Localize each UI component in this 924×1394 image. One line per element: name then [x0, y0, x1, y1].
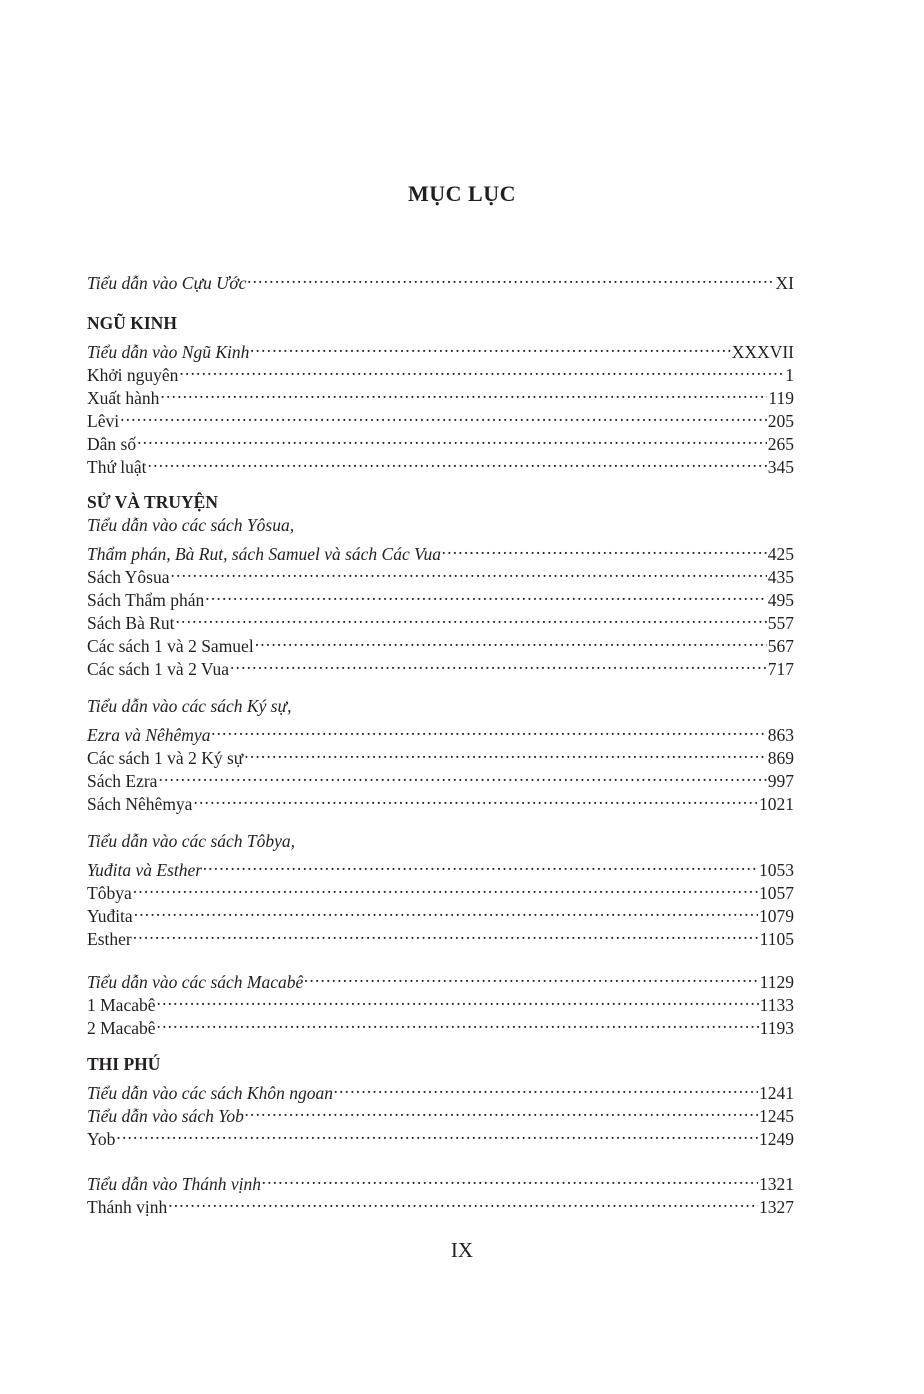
dot-leader: [203, 853, 758, 876]
toc-entry-page: 1021: [759, 794, 794, 814]
dot-leader: [250, 335, 730, 358]
toc-entry-label: Tiểu dẫn vào sách Yob: [87, 1106, 244, 1126]
toc-entry[interactable]: [87, 606, 794, 633]
toc-entry-page: 345: [767, 457, 794, 477]
dot-leader: [442, 537, 767, 560]
toc-entry-page: 425: [767, 544, 794, 564]
toc-entry[interactable]: [87, 1099, 794, 1126]
toc-entry[interactable]: [87, 652, 794, 679]
toc-entry-label: Khởi nguyên: [87, 365, 179, 385]
dot-leader: [179, 358, 784, 381]
toc-entry-page: 567: [767, 636, 794, 656]
toc-entry-page: 869: [767, 748, 794, 768]
toc-entry[interactable]: [87, 965, 794, 992]
dot-leader: [230, 652, 767, 675]
toc-entry-label: Tiểu dẫn vào các sách Khôn ngoan: [87, 1083, 333, 1103]
toc-entry-label: Các sách 1 và 2 Samuel: [87, 636, 254, 656]
toc-entry-page: 205: [767, 411, 794, 431]
toc-entry-page: 1327: [759, 1197, 794, 1217]
section-heading-thi-phu: THI PHÚ: [87, 1054, 161, 1074]
dot-leader: [157, 1011, 759, 1034]
toc-entry-label: Tiểu dẫn vào các sách Macabê: [87, 972, 304, 992]
toc-entry[interactable]: [87, 427, 794, 454]
toc-entry[interactable]: [87, 899, 794, 926]
dot-leader: [134, 899, 758, 922]
toc-entry[interactable]: [87, 1011, 794, 1038]
toc-entry-page: 1321: [759, 1174, 794, 1194]
toc-entry[interactable]: [87, 381, 794, 408]
toc-entry-page: 1133: [759, 995, 794, 1015]
toc-entry-label: Yuđita: [87, 906, 133, 926]
dot-leader: [170, 560, 766, 583]
dot-leader: [137, 427, 767, 450]
toc-entry-label: Tiểu dẫn vào Ngũ Kinh: [87, 342, 250, 362]
toc-entry-label: Yob: [87, 1129, 116, 1149]
dot-leader: [211, 718, 766, 741]
toc-entry-label: Thánh vịnh: [87, 1197, 168, 1217]
toc-entry-label: Sách Bà Rut: [87, 613, 175, 633]
toc-entry-page: 1: [785, 365, 794, 385]
toc-entry[interactable]: [87, 1167, 794, 1194]
toc-entry-label: 1 Macabê: [87, 995, 156, 1015]
toc-entry-page: 1079: [759, 906, 794, 926]
toc-entry[interactable]: [87, 1076, 794, 1103]
toc-entry[interactable]: [87, 1122, 794, 1149]
page-title: MỤC LỤC: [408, 181, 516, 206]
toc-entry-page: 1053: [759, 860, 794, 880]
toc-intro-line: Tiểu dẫn vào các sách Yôsua,: [87, 515, 295, 535]
toc-entry[interactable]: [87, 583, 794, 610]
toc-entry[interactable]: [87, 853, 794, 880]
toc-entry-page: 265: [767, 434, 794, 454]
toc-entry-label: Sách Thẩm phán: [87, 590, 205, 610]
toc-entry-label: Yuđita và Esther: [87, 860, 203, 880]
toc-entry-label: Xuất hành: [87, 388, 160, 408]
toc-entry-page: 863: [767, 725, 794, 745]
toc-entry-label: Dân số: [87, 434, 137, 454]
page-number: IX: [450, 1238, 474, 1262]
toc-entry-label: Các sách 1 và 2 Vua: [87, 659, 229, 679]
dot-leader: [334, 1076, 758, 1099]
toc-entry-page: 1105: [759, 929, 794, 949]
toc-entry-page: 1129: [759, 972, 794, 992]
toc-entry-page: 119: [768, 388, 794, 408]
toc-intro-line: Tiểu dẫn vào các sách Ký sự,: [87, 696, 292, 716]
dot-leader: [255, 629, 767, 652]
toc-entry-label: Thứ luật: [87, 457, 147, 477]
dot-leader: [193, 787, 758, 810]
toc-entry[interactable]: [87, 922, 794, 949]
toc-entry-label: Tôbya: [87, 883, 132, 903]
dot-leader: [157, 988, 759, 1011]
toc-entry[interactable]: [87, 1190, 794, 1217]
toc-entry-page: 495: [767, 590, 794, 610]
toc-entry[interactable]: [87, 988, 794, 1015]
toc-entry-page: 1193: [759, 1018, 794, 1038]
toc-entry-page: 435: [767, 567, 794, 587]
toc-entry-label: Thẩm phán, Bà Rut, sách Samuel và sách Các Vua: [87, 544, 442, 564]
toc-entry-page: 997: [767, 771, 794, 791]
toc-intro-line: Tiểu dẫn vào các sách Tôbya,: [87, 831, 296, 851]
toc-entry-label: Tiểu dẫn vào Thánh vịnh: [87, 1174, 262, 1194]
toc-entry-page: 1241: [759, 1083, 794, 1103]
toc-entry[interactable]: [87, 787, 794, 814]
toc-entry[interactable]: [87, 741, 794, 768]
toc-entry-label: Sách Ezra: [87, 771, 158, 791]
toc-entry-page: XXXVII: [731, 342, 794, 362]
dot-leader: [247, 266, 774, 289]
dot-leader: [133, 922, 759, 945]
dot-leader: [120, 404, 767, 427]
dot-leader: [176, 606, 767, 629]
toc-entry-page: XI: [775, 273, 794, 293]
dot-leader: [116, 1122, 758, 1145]
section-heading-su-va-truyen: SỬ VÀ TRUYỆN: [87, 492, 218, 512]
toc-entry-label: Lêvi: [87, 411, 120, 431]
toc-entry-label: 2 Macabê: [87, 1018, 156, 1038]
dot-leader: [168, 1190, 758, 1213]
toc-entry-label: Sách Yôsua: [87, 567, 170, 587]
toc-entry[interactable]: [87, 876, 794, 903]
toc-entry-page: 1245: [759, 1106, 794, 1126]
toc-entry-label: Tiểu dẫn vào Cựu Ước: [87, 273, 247, 293]
dot-leader: [245, 1099, 758, 1122]
toc-entry-label: Sách Nêhêmya: [87, 794, 193, 814]
dot-leader: [262, 1167, 758, 1190]
toc-entry[interactable]: [87, 404, 794, 431]
toc-entry[interactable]: [87, 537, 794, 564]
dot-leader: [148, 450, 767, 473]
toc-entry-label: Ezra và Nêhêmya: [87, 725, 211, 745]
toc-entry[interactable]: [87, 718, 794, 745]
dot-leader: [205, 583, 766, 606]
toc-entry[interactable]: [87, 629, 794, 656]
toc-entry[interactable]: [87, 335, 794, 362]
toc-entry-page: 557: [767, 613, 794, 633]
toc-entry[interactable]: [87, 358, 794, 385]
section-heading-ngu-kinh: NGŨ KINH: [87, 313, 177, 333]
dot-leader: [160, 381, 767, 404]
dot-leader: [244, 741, 766, 764]
toc-entry[interactable]: [87, 764, 794, 791]
dot-leader: [133, 876, 758, 899]
toc-entry-page: 1057: [759, 883, 794, 903]
toc-entry-label: Các sách 1 và 2 Ký sự: [87, 748, 244, 768]
dot-leader: [304, 965, 758, 988]
toc-entry-page: 717: [767, 659, 794, 679]
toc-entry-label: Esther: [87, 929, 132, 949]
dot-leader: [158, 764, 766, 787]
toc-entry-intro-old-testament[interactable]: [87, 266, 794, 293]
toc-entry-page: 1249: [759, 1129, 794, 1149]
toc-entry[interactable]: [87, 560, 794, 587]
toc-entry[interactable]: [87, 450, 794, 477]
